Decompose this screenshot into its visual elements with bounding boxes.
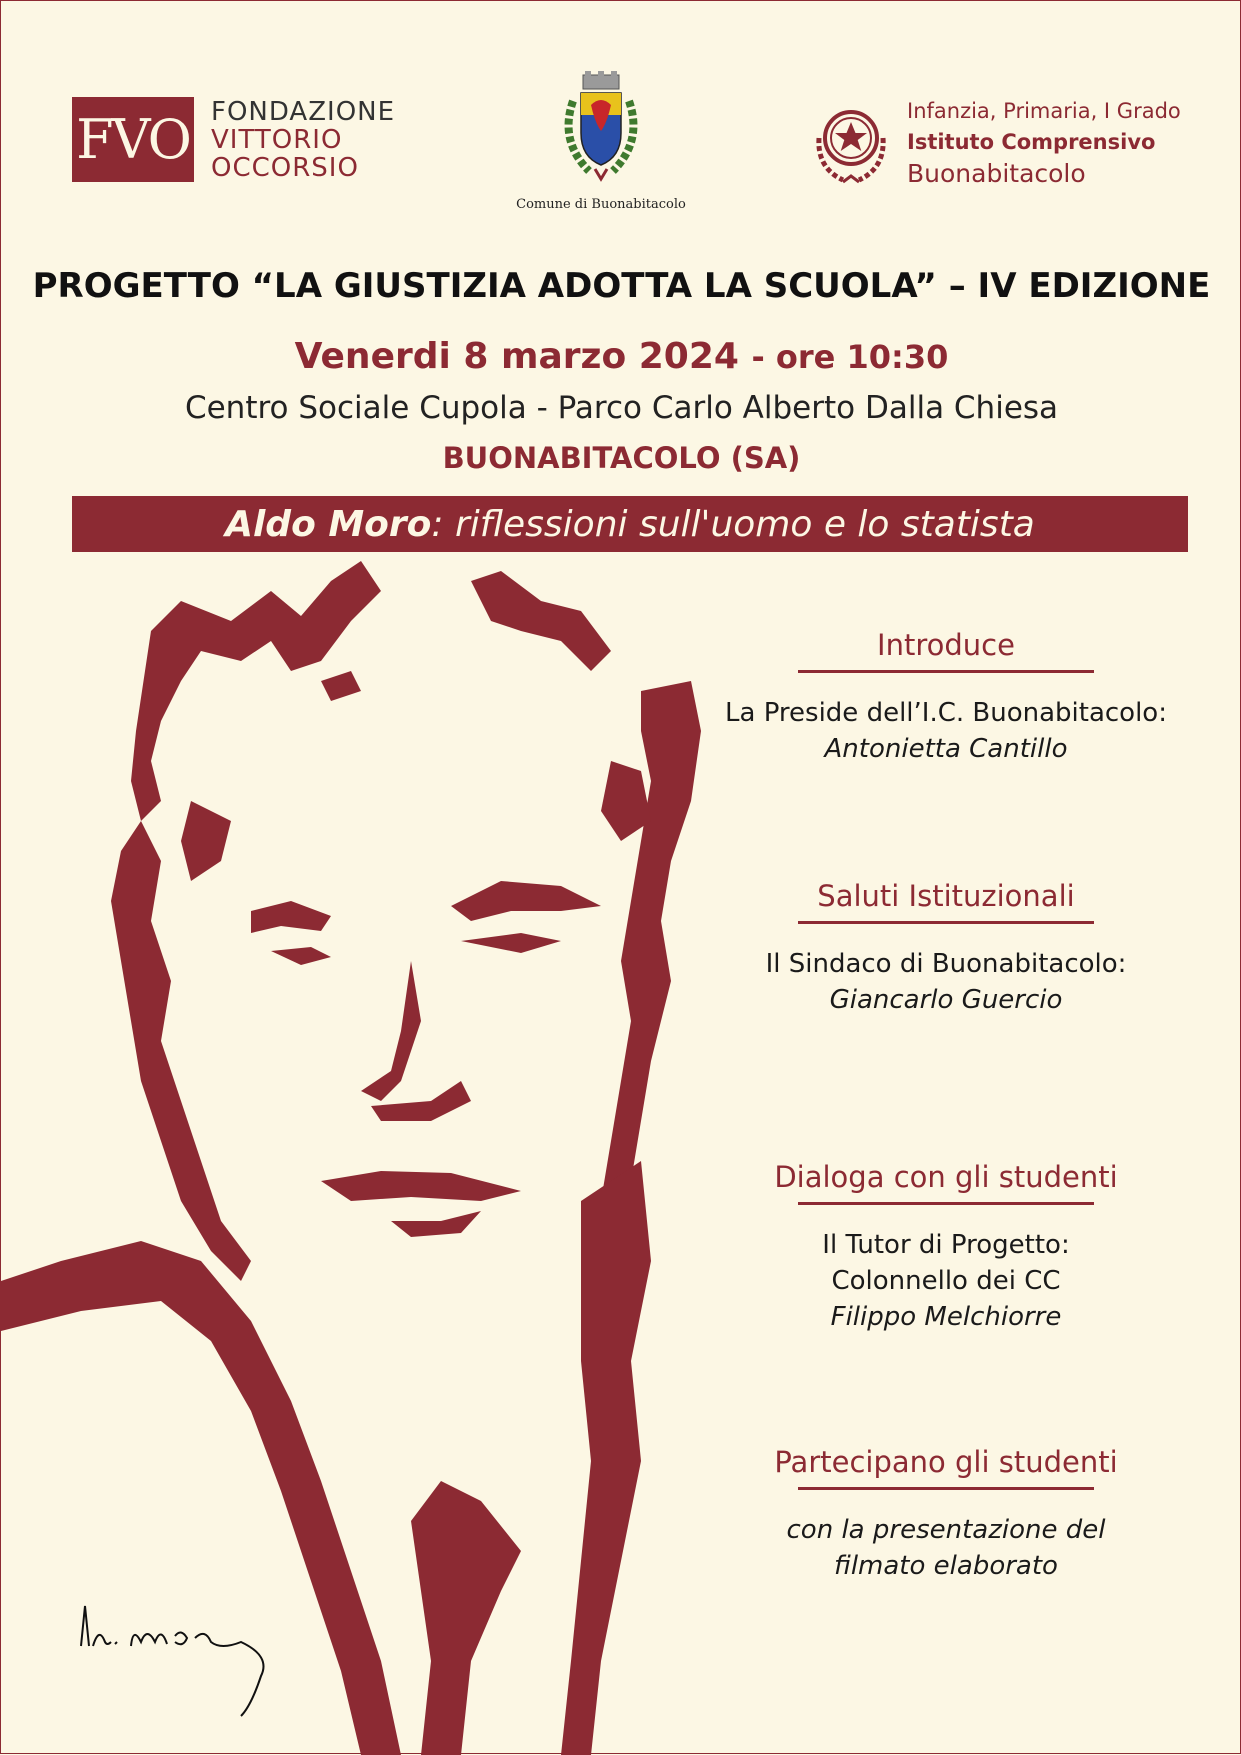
topic-name: Aldo Moro: [225, 503, 432, 545]
program-section-title: Saluti Istituzionali: [817, 879, 1075, 913]
istituto-logo: [809, 96, 1181, 189]
program-person: Antonietta Cantillo: [824, 734, 1068, 764]
program-section-introduce: [701, 628, 1191, 767]
program-line: con la presentazione del: [786, 1515, 1106, 1545]
event-date-line: [1, 336, 1241, 377]
program-section-title: Dialoga con gli studenti: [774, 1160, 1118, 1194]
section-divider: [798, 1202, 1094, 1205]
project-title: PROGETTO “LA GIUSTIZIA ADOTTA LA SCUOLA” – IV EDIZIONE: [32, 266, 1211, 306]
program-line: Il Sindaco di Buonabitacolo:: [765, 949, 1127, 979]
program-line: La Preside dell’I.C. Buonabitacolo:: [725, 698, 1167, 728]
program-person: Giancarlo Guercio: [829, 985, 1063, 1015]
comune-logo: [516, 71, 686, 212]
istituto-line-3: Buonabitacolo: [907, 159, 1086, 188]
section-divider: [798, 670, 1094, 673]
comune-caption: Comune di Buonabitacolo: [516, 197, 686, 212]
fvo-wordmark: [211, 98, 395, 182]
istituto-line-1: Infanzia, Primaria, I Grado: [907, 99, 1181, 123]
fvo-monogram: FVO: [72, 97, 194, 182]
program-section-saluti: [701, 879, 1191, 1018]
fvo-logo: [72, 97, 395, 182]
comune-coat-of-arms-icon: [551, 71, 651, 191]
event-city: BUONABITACOLO (SA): [442, 441, 801, 475]
program-section-title: Introduce: [877, 628, 1015, 662]
program-section-title: Partecipano gli studenti: [774, 1445, 1118, 1479]
event-venue: Centro Sociale Cupola - Parco Carlo Alberto Dalla Chiesa: [184, 390, 1059, 426]
program-line: filmato elaborato: [834, 1551, 1058, 1581]
fvo-line-3: OCCORSIO: [211, 152, 359, 183]
topic-subtitle: : riflessioni sull'uomo e lo statista: [431, 503, 1035, 545]
handwritten-signature: [71, 1546, 281, 1721]
program-section-partecipano: [701, 1445, 1191, 1584]
program-person: Filippo Melchiorre: [830, 1302, 1062, 1332]
program-line: Colonnello dei CC: [831, 1266, 1061, 1296]
fvo-line-1: FONDAZIONE: [211, 96, 396, 127]
program-line: Il Tutor di Progetto:: [822, 1230, 1070, 1260]
section-divider: [798, 1487, 1094, 1490]
italian-republic-emblem-icon: [809, 98, 893, 188]
istituto-line-2: Istituto Comprensivo: [907, 130, 1156, 154]
event-time: - ore 10:30: [751, 338, 949, 376]
topic-banner: [72, 496, 1188, 552]
program-section-dialoga: [701, 1160, 1191, 1335]
event-date: Venerdi 8 marzo 2024: [294, 336, 739, 377]
section-divider: [798, 921, 1094, 924]
istituto-text: [907, 96, 1181, 189]
fvo-line-2: VITTORIO: [211, 124, 343, 155]
